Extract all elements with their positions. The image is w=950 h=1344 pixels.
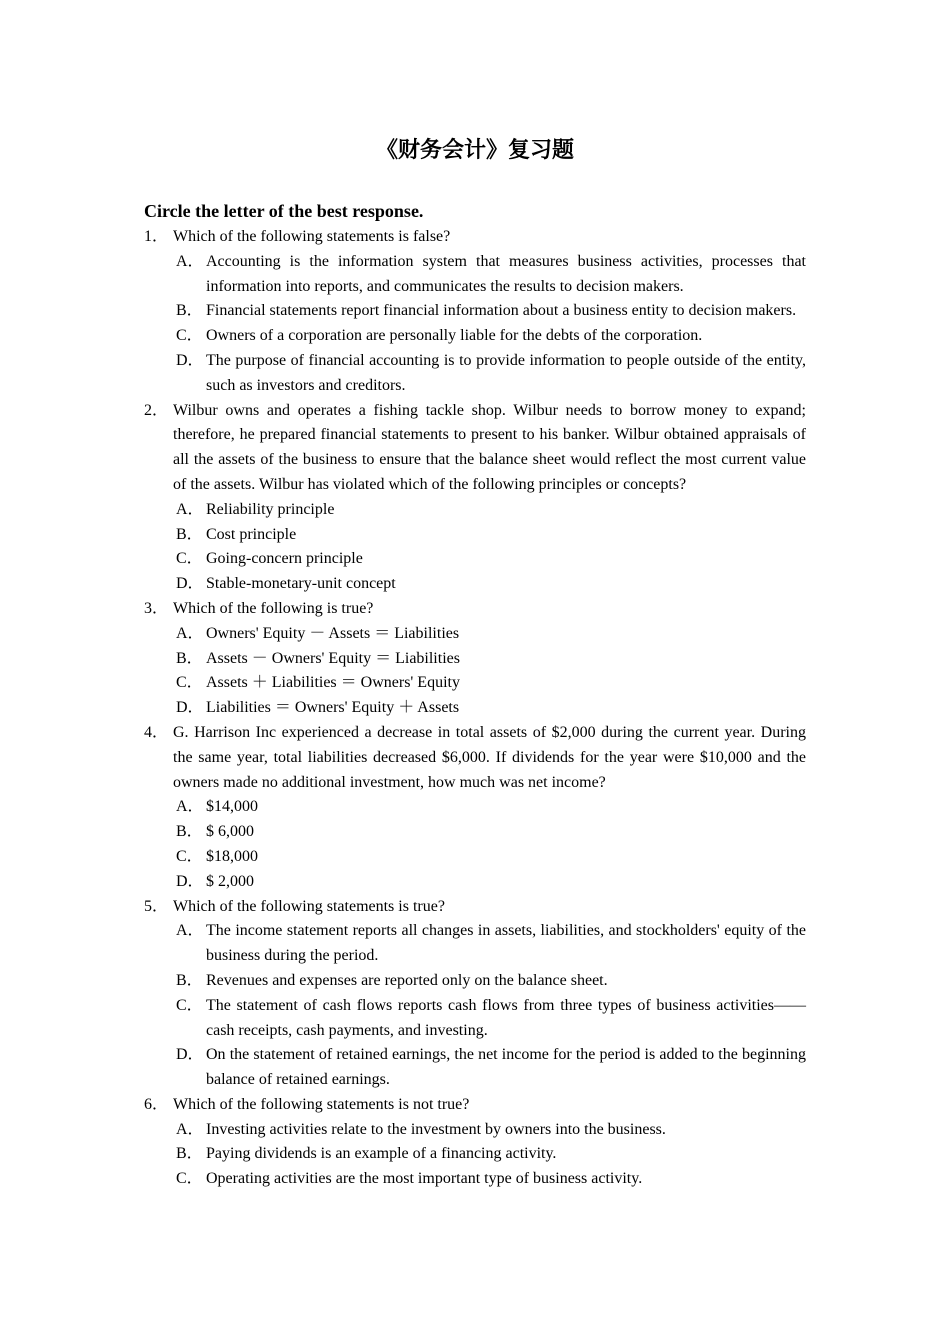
option-text: Investing activities relate to the investment by owners into the business. bbox=[206, 1120, 666, 1138]
option-letter: B． bbox=[176, 823, 203, 841]
option-text: $14,000 bbox=[206, 798, 258, 816]
option-text: On the statement of retained earnings, the net income for the period is added to the beginning balance of retained earnings. bbox=[206, 1046, 806, 1089]
option-text: Liabilities ＝ Owners' Equity ＋ Assets bbox=[206, 699, 460, 717]
option-text: Cost principle bbox=[206, 525, 297, 543]
answer-option[interactable] bbox=[144, 969, 806, 994]
answer-option[interactable] bbox=[144, 919, 806, 969]
question-4 bbox=[144, 721, 806, 895]
option-letter: B． bbox=[176, 302, 203, 320]
question-text: Which of the following is true? bbox=[173, 599, 374, 617]
question-stem bbox=[144, 399, 806, 498]
option-text: $18,000 bbox=[206, 847, 258, 865]
option-text: Reliability principle bbox=[206, 500, 335, 518]
option-letter: B． bbox=[176, 525, 203, 543]
option-text: The statement of cash flows reports cash flows from three types of business activities——cash receipts, cash payments, and investing. bbox=[206, 996, 806, 1039]
answer-option[interactable] bbox=[144, 523, 806, 548]
question-stem bbox=[144, 895, 806, 920]
question-text: Wilbur owns and operates a fishing tackle shop. Wilbur needs to borrow money to expand; therefore, he prepared financial statements to present to his banker. Wilbur obtained appraisals of all the assets of the business to ensure that the balance sheet would reflect the most current value of the assets. Wilbur has violated which of the following principles or concepts? bbox=[173, 401, 806, 493]
option-letter: A． bbox=[176, 624, 204, 642]
answer-option[interactable] bbox=[144, 572, 806, 597]
answer-option[interactable] bbox=[144, 299, 806, 324]
question-number: 2． bbox=[144, 401, 169, 419]
answer-option[interactable] bbox=[144, 547, 806, 572]
question-number: 4． bbox=[144, 723, 169, 741]
option-letter: C． bbox=[176, 996, 203, 1014]
answer-option[interactable] bbox=[144, 671, 806, 696]
answer-option[interactable] bbox=[144, 324, 806, 349]
questions-container bbox=[144, 225, 806, 1192]
option-letter: B． bbox=[176, 649, 203, 667]
answer-option[interactable] bbox=[144, 1142, 806, 1167]
option-letter: A． bbox=[176, 500, 204, 518]
option-letter: D． bbox=[176, 351, 204, 369]
answer-option[interactable] bbox=[144, 994, 806, 1044]
answer-option[interactable] bbox=[144, 820, 806, 845]
question-stem bbox=[144, 225, 806, 250]
option-letter: B． bbox=[176, 1145, 203, 1163]
option-letter: C． bbox=[176, 327, 203, 345]
answer-option[interactable] bbox=[144, 1167, 806, 1192]
option-text: $ 6,000 bbox=[206, 823, 254, 841]
option-text: Accounting is the information system that measures business activities, processes that information into reports, and communicates the results to decision makers. bbox=[206, 252, 806, 295]
option-text: The purpose of financial accounting is to provide information to people outside of the entity, such as investors and creditors. bbox=[206, 351, 806, 394]
option-text: $ 2,000 bbox=[206, 872, 254, 890]
option-letter: C． bbox=[176, 674, 203, 692]
question-text: G. Harrison Inc experienced a decrease in total assets of $2,000 during the current year. During the same year, total liabilities decreased $6,000. If dividends for the year were $10,000 and the owners made no additional investment, how much was net income? bbox=[173, 723, 806, 791]
question-5 bbox=[144, 895, 806, 1093]
option-letter: D． bbox=[176, 872, 204, 890]
question-3 bbox=[144, 597, 806, 721]
answer-option[interactable] bbox=[144, 498, 806, 523]
answer-option[interactable] bbox=[144, 845, 806, 870]
question-number: 6． bbox=[144, 1095, 169, 1113]
question-stem bbox=[144, 721, 806, 795]
option-letter: A． bbox=[176, 252, 204, 270]
option-text: Assets ＋ Liabilities ＝ Owners' Equity bbox=[206, 674, 460, 692]
option-letter: B． bbox=[176, 971, 203, 989]
option-letter: A． bbox=[176, 798, 204, 816]
option-text: Assets － Owners' Equity ＝ Liabilities bbox=[206, 649, 460, 667]
option-letter: A． bbox=[176, 1120, 204, 1138]
question-text: Which of the following statements is not true? bbox=[173, 1095, 470, 1113]
option-text: Financial statements report financial information about a business entity to decision makers. bbox=[206, 302, 797, 320]
option-letter: C． bbox=[176, 550, 203, 568]
answer-option[interactable] bbox=[144, 870, 806, 895]
question-stem bbox=[144, 1093, 806, 1118]
instruction: Circle the letter of the best response. bbox=[144, 201, 424, 221]
question-number: 5． bbox=[144, 897, 169, 915]
option-text: Revenues and expenses are reported only on the balance sheet. bbox=[206, 971, 608, 989]
question-text: Which of the following statements is true? bbox=[173, 897, 445, 915]
option-text: The income statement reports all changes in assets, liabilities, and stockholders' equity of the business during the period. bbox=[206, 922, 806, 965]
option-text: Owners' Equity － Assets ＝ Liabilities bbox=[206, 624, 460, 642]
question-number: 3． bbox=[144, 599, 169, 617]
option-letter: C． bbox=[176, 847, 203, 865]
answer-option[interactable] bbox=[144, 1043, 806, 1093]
option-text: Stable-monetary-unit concept bbox=[206, 575, 396, 593]
answer-option[interactable] bbox=[144, 647, 806, 672]
option-letter: A． bbox=[176, 922, 204, 940]
question-6 bbox=[144, 1093, 806, 1192]
answer-option[interactable] bbox=[144, 349, 806, 399]
answer-option[interactable] bbox=[144, 622, 806, 647]
question-number: 1． bbox=[144, 228, 169, 245]
option-letter: D． bbox=[176, 699, 204, 717]
question-text: Which of the following statements is false? bbox=[173, 228, 451, 245]
answer-option[interactable] bbox=[144, 696, 806, 721]
option-letter: D． bbox=[176, 575, 204, 593]
option-letter: D． bbox=[176, 1046, 204, 1064]
question-1 bbox=[144, 225, 806, 399]
option-text: Paying dividends is an example of a financing activity. bbox=[206, 1145, 557, 1163]
option-text: Owners of a corporation are personally liable for the debts of the corporation. bbox=[206, 327, 703, 345]
question-stem bbox=[144, 597, 806, 622]
option-text: Going-concern principle bbox=[206, 550, 363, 568]
question-list bbox=[144, 199, 806, 1192]
answer-option[interactable] bbox=[144, 795, 806, 820]
page-title: 《财务会计》复习题 bbox=[375, 137, 574, 163]
option-text: Operating activities are the most important type of business activity. bbox=[206, 1170, 643, 1188]
answer-option[interactable] bbox=[144, 250, 806, 300]
question-2 bbox=[144, 399, 806, 597]
option-letter: C． bbox=[176, 1170, 203, 1188]
answer-option[interactable] bbox=[144, 1118, 806, 1143]
